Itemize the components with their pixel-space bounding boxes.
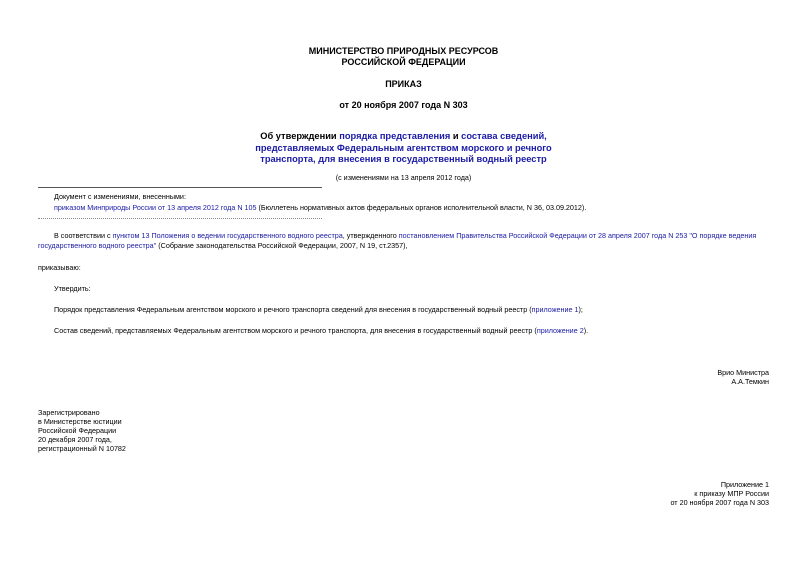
title-line-3[interactable]: транспорта, для внесения в государственный водный реестр (260, 154, 547, 164)
item-1 (54, 305, 583, 314)
appendix-header (570, 480, 769, 507)
title-text: Об утверждении (260, 131, 340, 141)
title-link-composition[interactable]: состава сведений, (461, 131, 547, 141)
doc-title (0, 131, 807, 166)
title-line-2[interactable]: представляемых Федеральным агентством морского и речного (255, 142, 552, 153)
doc-date-number: от 20 ноября 2007 года N 303 (339, 100, 468, 110)
signer-name: А.А.Темкин (731, 377, 769, 386)
registration-line-2: в Министерстве юстиции (38, 417, 122, 426)
registration-line-1: Зарегистрировано (38, 408, 100, 417)
item-2 (54, 326, 588, 335)
basis-line-1 (54, 231, 756, 240)
basis-link-regulation[interactable]: пунктом 13 Положения о ведении государственного водного реестра (112, 231, 343, 240)
separator-bottom (38, 218, 322, 219)
registration-line-4: 20 декабря 2007 года, (38, 435, 112, 444)
item-1-end: ); (578, 305, 583, 314)
basis-line-2 (38, 241, 408, 250)
title-text: и (450, 131, 462, 141)
basis-link-decree[interactable]: постановлением Правительства Российской Федерации от 28 апреля 2007 года N 253 "О порядке ведения (398, 231, 757, 240)
registration-block (38, 408, 126, 453)
order-word: приказываю: (38, 263, 81, 272)
item-2-end: ). (583, 326, 589, 335)
ministry-line-1: МИНИСТЕРСТВО ПРИРОДНЫХ РЕСУРСОВ (308, 46, 499, 56)
basis-text: (Собрание законодательства Российской Федерации, 2007, N 19, ст.2357), (156, 241, 408, 250)
doc-type: ПРИКАЗ (385, 79, 422, 89)
ministry-name (0, 46, 807, 68)
separator-top (38, 187, 322, 188)
changes-heading: Документ с изменениями, внесенными: (54, 192, 186, 201)
item-2-text: Состав сведений, представляемых Федеральным агентством морского и речного транспорта, для внесения в государственный водный реестр ( (54, 326, 537, 335)
ministry-line-2: РОССИЙСКОЙ ФЕДЕРАЦИИ (341, 57, 466, 67)
title-line-1 (0, 131, 807, 143)
basis-link-decree-cont[interactable]: государственного водного реестра" (38, 241, 157, 250)
registration-line-5: регистрационный N 10782 (38, 444, 126, 453)
amendment-note: (с изменениями на 13 апреля 2012 года) (335, 173, 472, 182)
appendix-line-2: к приказу МПР России (694, 489, 769, 498)
changes-entry (54, 203, 586, 212)
signer-position: Врио Министра (717, 368, 769, 377)
appendix-line-1: Приложение 1 (720, 480, 769, 489)
changes-rest: (Бюллетень нормативных актов федеральных органов исполнительной власти, N 36, 03.09.2012). (256, 203, 587, 212)
appendix-2-link[interactable]: приложение 2 (536, 326, 584, 335)
registration-line-3: Российской Федерации (38, 426, 117, 435)
signature (570, 368, 769, 386)
title-link-procedure[interactable]: порядка представления (339, 131, 451, 141)
basis-text: , утвержденного (342, 231, 399, 240)
item-1-text: Порядок представления Федеральным агентством морского и речного транспорта сведений для внесения в государственный водный реестр ( (54, 305, 532, 314)
approve-word: Утвердить: (54, 284, 91, 293)
basis-text: В соответствии с (54, 231, 113, 240)
changes-link[interactable]: приказом Минприроды России от 13 апреля 2012 года N 105 (54, 203, 257, 212)
appendix-line-3: от 20 ноября 2007 года N 303 (670, 498, 769, 507)
appendix-1-link[interactable]: приложение 1 (531, 305, 579, 314)
